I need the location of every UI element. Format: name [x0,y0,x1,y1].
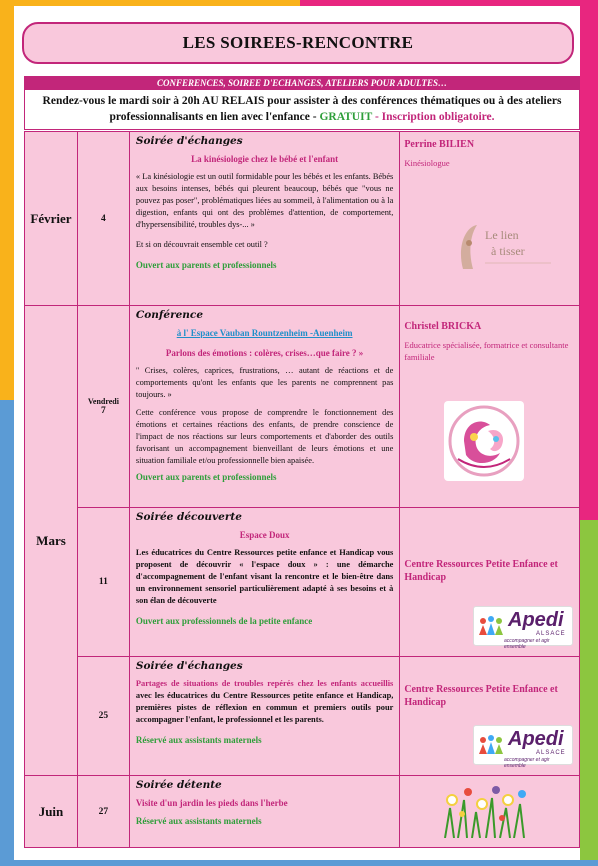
event-type: Conférence [135,309,204,321]
registration-text: Inscription obligatoire. [381,111,495,123]
event-description-lead: Les éducatrices du Centre Ressources petite enfance et Handicap [135,548,375,557]
event-content [129,657,399,776]
day-cell: 27 [77,776,129,848]
border-top-right [300,0,598,6]
apedi-logo [473,606,573,650]
border-bottom [0,860,598,866]
apedi-name: Apedi [508,728,564,750]
schedule-table [24,131,580,848]
month-cell: Mars [25,306,78,776]
speaker-name: Perrine BILIEN [404,139,475,150]
speaker-cell [400,132,580,306]
event-title: La kinésiologie chez le bébé et l'enfant [191,154,339,164]
event-description [136,678,393,726]
le-lien-a-tisser-logo [455,217,555,277]
event-type: Soirée d'échanges [135,135,243,147]
svg-text:à tisser: à tisser [491,244,525,258]
day-cell: 25 [77,657,129,776]
event-content [129,776,399,848]
event-content [129,132,399,306]
table-row [25,776,580,848]
speaker-cell [400,508,580,657]
speaker-cell [400,657,580,776]
event-extra: Et si on découvrait ensemble cet outil ? [135,240,268,249]
apedi-region: ALSACE [536,631,566,637]
apedi-logo [473,725,573,769]
apedi-people-icon [476,732,506,762]
table-row [25,657,580,776]
intro-main: Rendez-vous le mardi soir à 20h AU RELAIS pour assister à des conférences thématiques ou à des ateliers professionnalisants en lien avec l'enfance - [42,95,562,123]
event-audience: Ouvert aux parents et professionnels [135,472,277,482]
day-cell: 4 [77,132,129,306]
apedi-name: Apedi [508,609,564,631]
table-row [25,508,580,657]
speaker-cell [400,776,580,848]
subtitle-banner: CONFERENCES, SOIREE D'ECHANGES, ATELIERS POUR ADULTES… [24,76,580,90]
speaker-name: Christel BRICKA [404,321,482,332]
event-content [129,508,399,657]
border-right-top [580,0,598,520]
svg-text:Le lien: Le lien [485,228,519,242]
apedi-tagline: accompagner et agir ensemble [504,757,550,769]
day-cell [77,306,129,508]
event-description [136,547,393,607]
border-right-bottom [580,520,598,866]
event-venue-link[interactable]: à l' Espace Vauban Rountzenheim -Auenheim [176,328,353,338]
event-description: " Crises, colères, caprices, frustrations, … autant de réactions et de comportements qu'ont les enfants que les parents ne comprennent pas toujours. » [135,366,394,399]
event-description: « La kinésiologie est un outil formidable pour les bébés et les enfants. Bébés aux besoins intenses, bébés qui pleurent beaucoup, bébés que "vous ne pouvez pas poser", problématiques liées au sommeil, à l'alimentation ou à la digestion, enfants qui ont des problèmes d'attention, de comportement, d'hypersensibilité, troubles dys-... » [135,172,394,229]
speaker-name: Centre Ressources Petite Enfance et Handicap [404,684,558,708]
day-label: Vendredi [87,397,119,406]
page-title: LES SOIREES-RENCONTRE [22,22,574,64]
event-description-rest: vous proposent de découvrir « l'espace doux » : une démarche d'accompagnement de l'enfant visant la rencontre et le bien-être dans un environnement sensoriel particulièrement adapté à ses besoins et à son élan de découverte [135,548,394,605]
event-type: Soirée découverte [135,511,242,523]
event-audience: Ouvert aux parents et professionnels [135,260,277,270]
registration-label: - Inscription obligatoire. [374,111,495,123]
month-cell: Février [25,132,78,306]
apedi-people-icon [476,613,506,643]
event-type: Soirée d'échanges [135,660,243,672]
speaker-role: Educatrice spécialisée, formatrice et consultante familiale [404,340,569,362]
border-top-left [0,0,300,6]
day-cell: 11 [77,508,129,657]
event-title: Visite d'un jardin les pieds dans l'herbe [135,798,288,808]
border-left-bottom [0,400,14,866]
apedi-region: ALSACE [536,750,566,756]
table-row [25,132,580,306]
speaker-name: Centre Ressources Petite Enfance et Handicap [404,559,558,583]
event-audience: Réservé aux assistants maternels [135,816,262,826]
event-description-lead: Partages de situations de troubles repérés chez les enfants accueillis [135,679,394,688]
speaker-role: Kinésiologue [404,158,450,168]
table-row [25,306,580,508]
apedi-tagline: accompagner et agir ensemble [504,638,550,650]
event-content [129,306,399,508]
border-left-top [0,0,14,400]
event-type: Soirée détente [135,779,222,791]
event-title: Parlons des émotions : colères, crises…que faire ? » [165,348,364,358]
day-number: 7 [101,406,106,416]
event-title: Espace Doux [239,530,290,540]
event-audience: Ouvert aux professionnels de la petite enfance [135,616,313,626]
speaker-cell [400,306,580,508]
event-description-rest: avec les éducatrices du Centre Ressources petite enfance et Handicap, premières pistes de réflexion en commun et premiers outils pour accompagner l'enfant, le professionnel et les parents. [135,691,394,724]
garden-flowers-image [440,778,530,838]
enfance-tout-simplement-logo [444,401,524,481]
free-label: GRATUIT [319,111,373,123]
intro-text [24,90,580,130]
month-cell: Juin [25,776,78,848]
event-extra: Cette conférence vous propose de comprendre le fonctionnement des émotions et certaines réactions des enfants, de prendre conscience de l'impact de nos réactions sur leurs comportements et d'aborder des outils favorisant un accompagnement bienveillant de leurs émotions et une situation familiale et/ou professionnelle bien apaisée. [135,408,394,465]
event-audience: Réservé aux assistants maternels [135,735,262,745]
